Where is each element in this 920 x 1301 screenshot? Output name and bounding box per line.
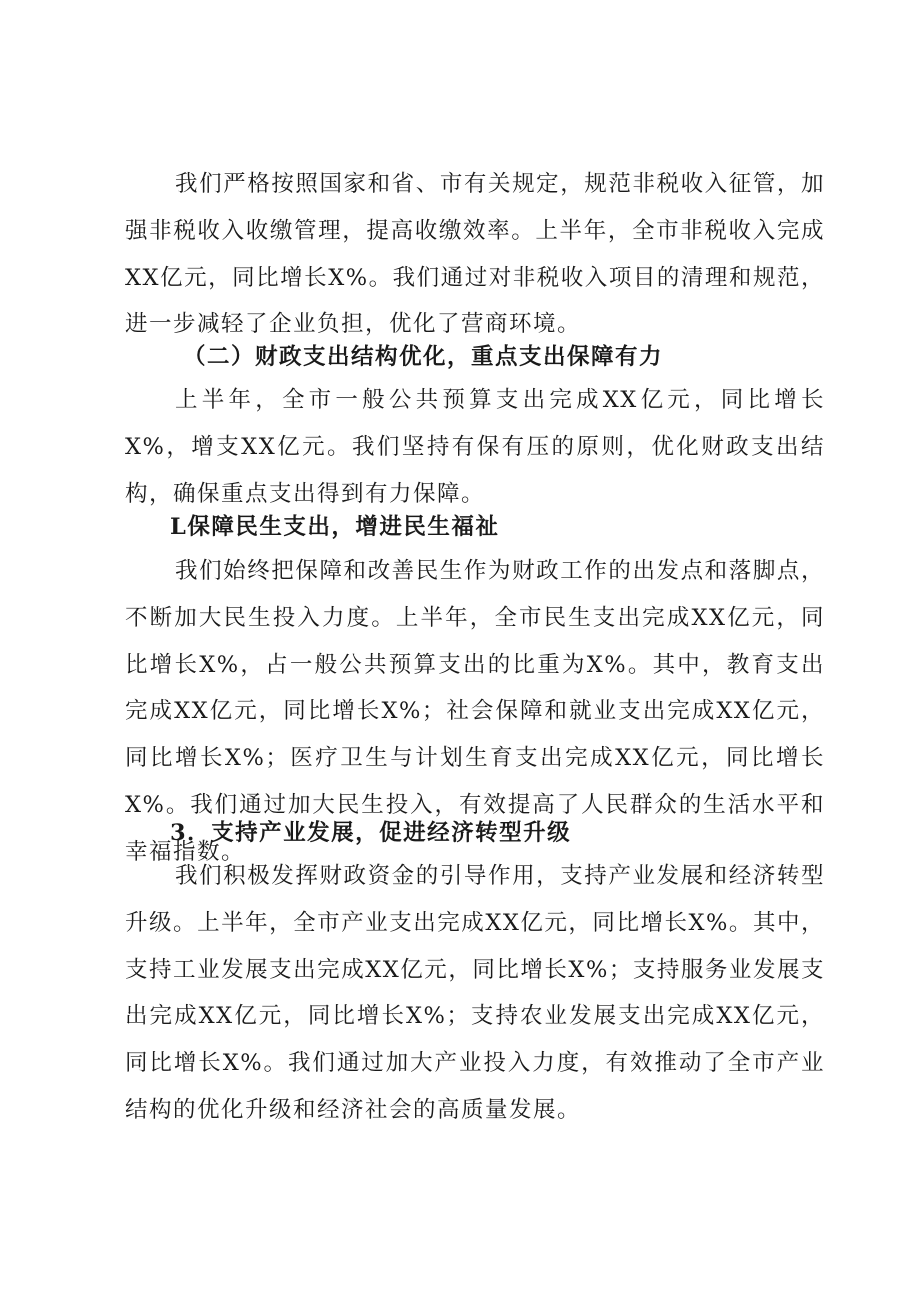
paragraph-non-tax-revenue: 我们严格按照国家和省、市有关规定，规范非税收入征管，加强非税收入收缴管理，提高收缴效率。上半年，全市非税收入完成XX亿元，同比增长X%。我们通过对非税收入项目的清理和规范，进一步减轻了企业负担，优化了营商环境。 [125,171,825,338]
subheading-industry-development: 3．支持产业发展，促进经济转型升级 [170,820,572,846]
subheading-livelihood-spending: L保障民生支出，增进民生福祉 [170,514,500,540]
paragraph-general-budget-expenditure: 上半年，全市一般公共预算支出完成XX亿元，同比增长X%，增支XX亿元。我们坚持有保有压的原则，优化财政支出结构，确保重点支出得到有力保障。 [125,387,825,507]
paragraph-livelihood-spending: 我们始终把保障和改善民生作为财政工作的出发点和落脚点，不断加大民生投入力度。上半年，全市民生支出完成XX亿元，同比增长X%，占一般公共预算支出的比重为X%。其中，教育支出完成XX亿元，同比增长X%；社会保障和就业支出完成XX亿元，同比增长X%；医疗卫生与计划生育支出完成XX亿元，同比增长X%。我们通过加大民生投入，有效提高了人民群众的生活水平和幸福指数。 [125,558,825,865]
section-heading-expenditure-structure: （二）财政支出结构优化，重点支出保障有力 [183,344,664,370]
paragraph-industry-development: 我们积极发挥财政资金的引导作用，支持产业发展和经济转型升级。上半年，全市产业支出完成XX亿元，同比增长X%。其中，支持工业发展支出完成XX亿元，同比增长X%；支持服务业发展支出完成XX亿元，同比增长X%；支持农业发展支出完成XX亿元，同比增长X%。我们通过加大产业投入力度，有效推动了全市产业结构的优化升级和经济社会的高质量发展。 [125,863,825,1123]
